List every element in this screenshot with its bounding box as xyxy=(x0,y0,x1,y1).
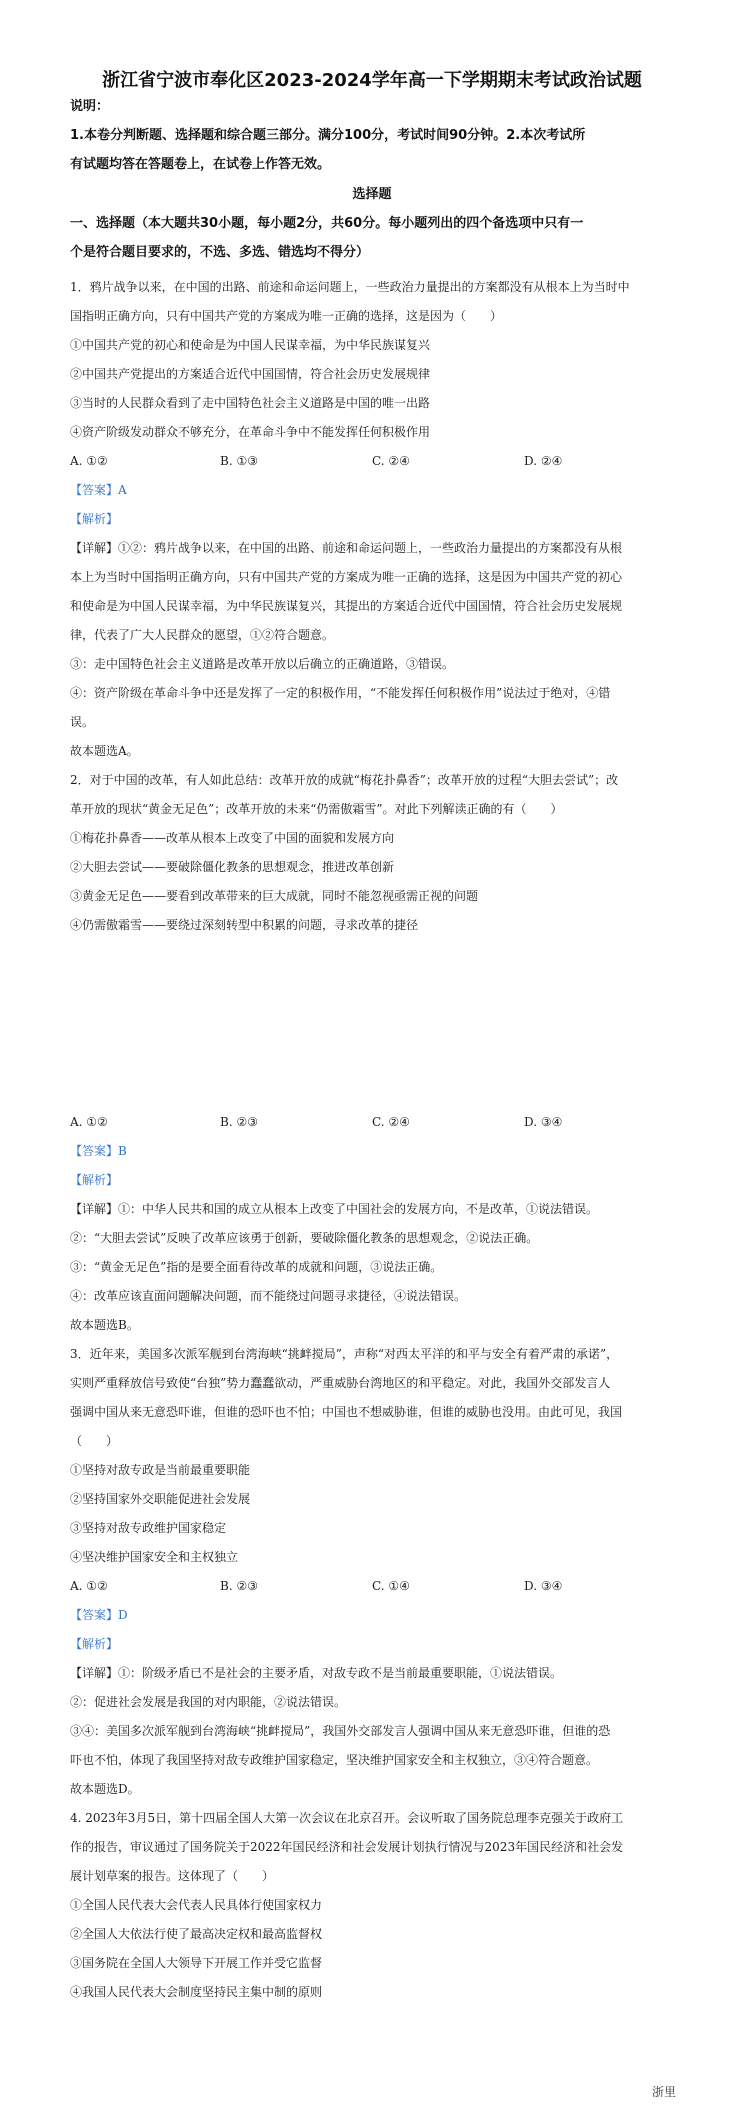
q3-detail-2: ②：促进社会发展是我国的对内职能，②说法错误。 xyxy=(70,1695,347,1709)
q1-detail-2: 本上为当时中国指明正确方向，只有中国共产党的方案成为唯一正确的选择，这是因为中国共产党的初心 xyxy=(70,570,623,584)
q3-statement-3: ③坚持对敌专政维护国家稳定 xyxy=(70,1521,227,1535)
q1-answer: 【答案】A xyxy=(70,483,127,497)
q4-stem-3: 展计划草案的报告。这体现了（ ） xyxy=(70,1869,275,1883)
q1-detail-7: 误。 xyxy=(70,715,95,729)
q3-option-a: A. ①② xyxy=(70,1579,108,1593)
q3-option-b: B. ②③ xyxy=(220,1579,258,1593)
q1-option-a: A. ①② xyxy=(70,454,108,468)
q1-statement-1: ①中国共产党的初心和使命是为中国人民谋幸福，为中华民族谋复兴 xyxy=(70,338,431,352)
q1-analysis-label: 【解析】 xyxy=(70,512,119,526)
q1-option-b: B. ①③ xyxy=(220,454,258,468)
q3-detail-1: 【详解】①：阶级矛盾已不是社会的主要矛盾，对敌专政不是当前最重要职能，①说法错误。 xyxy=(70,1666,563,1680)
q4-stem-2: 作的报告，审议通过了国务院关于2022年国民经济和社会发展计划执行情况与2023年国民经济和社会发 xyxy=(70,1840,624,1854)
q2-analysis-label: 【解析】 xyxy=(70,1173,119,1187)
q1-detail-3: 和使命是为中国人民谋幸福，为中华民族谋复兴，其提出的方案适合近代中国国情，符合社会历史发展规 xyxy=(70,599,623,613)
q1-statement-2: ②中国共产党提出的方案适合近代中国国情，符合社会历史发展规律 xyxy=(70,367,431,381)
q2-option-b: B. ②③ xyxy=(220,1115,258,1129)
q4-statement-2: ②全国人大依法行使了最高决定权和最高监督权 xyxy=(70,1927,323,1941)
q1-stem-1: 1．鸦片战争以来，在中国的出路、前途和命运问题上，一些政治力量提出的方案都没有从根本上为当时中 xyxy=(70,280,630,294)
part-instructions-1: 一、选择题（本大题共30小题，每小题2分，共60分。每小题列出的四个备选项中只有一 xyxy=(70,216,584,231)
q1-detail-8: 故本题选A。 xyxy=(70,744,139,758)
q3-detail-4: 吓也不怕，体现了我国坚持对敌专政维护国家稳定，坚决维护国家安全和主权独立，③④符合题意。 xyxy=(70,1753,599,1767)
notes-label: 说明： xyxy=(70,99,110,114)
q2-detail-3: ③：“黄金无足色”指的是要全面看待改革的成就和问题，③说法正确。 xyxy=(70,1260,443,1274)
q1-detail-4: 律，代表了广大人民群众的愿望，①②符合题意。 xyxy=(70,628,335,642)
q2-detail-5: 故本题选B。 xyxy=(70,1318,139,1332)
section-heading: 选择题 xyxy=(352,187,392,202)
q4-stem-1: 4. 2023年3月5日，第十四届全国人大第一次会议在北京召开。会议听取了国务院总理李克强关于政府工 xyxy=(70,1811,624,1825)
q2-detail-1: 【详解】①：中华人民共和国的成立从根本上改变了中国社会的发展方向，不是改革，①说法错误。 xyxy=(70,1202,599,1216)
q2-detail-2: ②：“大胆去尝试”反映了改革应该勇于创新，要破除僵化教条的思想观念，②说法正确。 xyxy=(70,1231,539,1245)
q4-statement-1: ①全国人民代表大会代表人民具体行使国家权力 xyxy=(70,1898,323,1912)
q3-stem-1: 3．近年来，美国多次派军舰到台湾海峡“挑衅搅局”，声称“对西太平洋的和平与安全有着严肃的承诺”， xyxy=(70,1347,619,1361)
q3-statement-1: ①坚持对敌专政是当前最重要职能 xyxy=(70,1463,251,1477)
q2-stem-2: 革开放的现状“黄金无足色”；改革开放的未来“仍需傲霜雪”。对此下列解读正确的有（ ） xyxy=(70,802,563,816)
q1-detail-6: ④：资产阶级在革命斗争中还是发挥了一定的积极作用，“不能发挥任何积极作用”说法过于绝对，④错 xyxy=(70,686,611,700)
q3-stem-3: 强调中国从来无意恐吓谁，但谁的恐吓也不怕；中国也不想威胁谁，但谁的威胁也没用。由此可见，我国 xyxy=(70,1405,623,1419)
page-title: 浙江省宁波市奉化区2023-2024学年高一下学期期末考试政治试题 xyxy=(102,70,642,91)
notes-line-2: 有试题均答在答题卷上，在试卷上作答无效。 xyxy=(70,157,331,172)
q2-stem-1: 2．对于中国的改革，有人如此总结：改革开放的成就“梅花扑鼻香”；改革开放的过程“大胆去尝试”；改 xyxy=(70,773,619,787)
q3-stem-4: （ ） xyxy=(70,1434,119,1448)
q3-option-d: D. ③④ xyxy=(524,1579,563,1593)
q1-stem-2: 国指明正确方向，只有中国共产党的方案成为唯一正确的选择，这是因为（ ） xyxy=(70,309,503,323)
q1-option-c: C. ②④ xyxy=(372,454,410,468)
q3-statement-2: ②坚持国家外交职能促进社会发展 xyxy=(70,1492,251,1506)
q2-option-c: C. ②④ xyxy=(372,1115,410,1129)
q1-statement-4: ④资产阶级发动群众不够充分，在革命斗争中不能发挥任何积极作用 xyxy=(70,425,431,439)
q2-statement-2: ②大胆去尝试——要破除僵化教条的思想观念，推进改革创新 xyxy=(70,860,395,874)
q1-option-d: D. ②④ xyxy=(524,454,563,468)
q2-option-a: A. ①② xyxy=(70,1115,108,1129)
q2-statement-4: ④仍需傲霜雪——要绕过深刻转型中积累的问题，寻求改革的捷径 xyxy=(70,918,419,932)
q3-option-c: C. ①④ xyxy=(372,1579,410,1593)
q3-stem-2: 实则严重释放信号致使“台独”势力蠢蠢欲动，严重威胁台湾地区的和平稳定。对此，我国外交部发言人 xyxy=(70,1376,611,1390)
q3-detail-3: ③④：美国多次派军舰到台湾海峡“挑衅搅局”，我国外交部发言人强调中国从来无意恐吓谁，但谁的恐 xyxy=(70,1724,611,1738)
q3-answer: 【答案】D xyxy=(70,1608,128,1622)
q2-detail-4: ④：改革应该直面问题解决问题，而不能绕过问题寻求捷径，④说法错误。 xyxy=(70,1289,467,1303)
q3-analysis-label: 【解析】 xyxy=(70,1637,119,1651)
q1-statement-3: ③当时的人民群众看到了走中国特色社会主义道路是中国的唯一出路 xyxy=(70,396,431,410)
q4-statement-4: ④我国人民代表大会制度坚持民主集中制的原则 xyxy=(70,1985,323,1999)
page-footer-mark: 浙里 xyxy=(651,2085,676,2099)
q1-detail-5: ③：走中国特色社会主义道路是改革开放以后确立的正确道路，③错误。 xyxy=(70,657,455,671)
notes-line-1: 1.本卷分判断题、选择题和综合题三部分。满分100分，考试时间90分钟。2.本次考试所 xyxy=(70,128,586,143)
q2-answer: 【答案】B xyxy=(70,1144,127,1158)
q4-statement-3: ③国务院在全国人大领导下开展工作并受它监督 xyxy=(70,1956,323,1970)
q3-statement-4: ④坚决维护国家安全和主权独立 xyxy=(70,1550,239,1564)
q2-option-d: D. ③④ xyxy=(524,1115,563,1129)
part-instructions-2: 个是符合题目要求的，不选、多选、错选均不得分） xyxy=(70,245,370,260)
q2-statement-3: ③黄金无足色——要看到改革带来的巨大成就，同时不能忽视亟需正视的问题 xyxy=(70,889,479,903)
q1-detail-1: 【详解】①②：鸦片战争以来，在中国的出路、前途和命运问题上，一些政治力量提出的方案都没有从根 xyxy=(70,541,623,555)
q2-statement-1: ①梅花扑鼻香——改革从根本上改变了中国的面貌和发展方向 xyxy=(70,831,395,845)
q3-detail-5: 故本题选D。 xyxy=(70,1782,140,1796)
